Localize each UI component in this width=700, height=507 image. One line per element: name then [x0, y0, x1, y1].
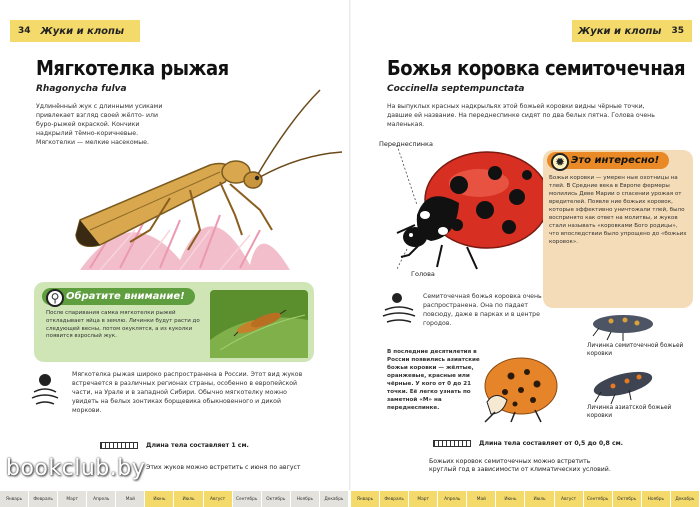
- asian-ladybird-illustration: [475, 352, 565, 424]
- right-month-9: Сентябрь: [584, 491, 613, 507]
- beetles-on-leaf-photo: [210, 290, 308, 358]
- range-icon: [30, 368, 60, 408]
- ladybird-intro: На выпуклых красных надкрыльях этой божьей коровки видны чёрные точки, давшие ей название. На переднеспинке сидят по два белых пятна. Голова очень маленькая.: [387, 103, 655, 128]
- left-month-2: Февраль: [29, 491, 58, 507]
- months-strip-right: [351, 491, 700, 507]
- length-text-right: Длина тела составляет от 0,5 до 0,8 см.: [479, 440, 624, 447]
- left-header: [10, 20, 140, 42]
- pronotum-label: Переднеспинка: [379, 140, 433, 148]
- right-section-title: Жуки и клопы: [578, 25, 662, 37]
- interesting-text: Божьи коровки — умерен ные охотницы на тлей. В Средние века в Европе фермеры молились Деве Марии о спасении урожая от вредителей. Появле ние божьих коровок, которые эффективно уничтожали тлей, было воспринято как ответ на молитвы, и жуков стали называть «коровками Бого родицы», что впоследствии было упрощено до «божьих коровок».: [549, 175, 687, 245]
- ladybird-illustration: [387, 145, 557, 275]
- left-month-7: Июль: [174, 491, 203, 507]
- invasive-text: В последние десятилетия в России появились азиатские божьи коровки — жёлтые, оранжевые, красные или чёрные. У кого от 0 до 21 точки. Её легко узнать по заметной «М» на переднеспинке.: [387, 349, 480, 411]
- notice-tag: [42, 288, 195, 305]
- left-month-9: Сентябрь: [233, 491, 262, 507]
- habitat-text: Семиточечная божья коровка очень распространена. Она по падает повсюду, даже в парках и в центре городов.: [423, 293, 542, 327]
- right-header: [572, 20, 692, 42]
- left-month-5: Май: [116, 491, 145, 507]
- right-page-number: 35: [671, 26, 684, 36]
- ladybird-title: Божья коровка семиточечная: [387, 56, 686, 80]
- right-month-2: Февраль: [380, 491, 409, 507]
- right-month-10: Октябрь: [613, 491, 642, 507]
- left-month-1: Январь: [0, 491, 29, 507]
- months-strip-left: [0, 491, 349, 507]
- soldier-beetle-title: Мягкотелка рыжая: [36, 56, 229, 80]
- larva-asian-illustration: [583, 364, 663, 408]
- left-page-number: 34: [18, 26, 31, 36]
- left-month-8: Август: [204, 491, 233, 507]
- soldier-beetle-intro: Удлинённый жук с длинными усиками привлекает взгляд своей жёлто- или буро-рыжей окраской. Кончики надкрылий тёмно-коричневые. Мягкотелки — мелкие насекомые.: [36, 103, 163, 146]
- notice-title: Обратите внимание!: [66, 291, 185, 302]
- larva-seven-spot-illustration: [583, 306, 663, 346]
- soldier-beetle-illustration: [60, 80, 345, 280]
- left-month-12: Декабрь: [320, 491, 349, 507]
- length-ruler-icon-right: [433, 440, 471, 447]
- season-text: Этих жуков можно встретить с июня по август: [146, 464, 301, 471]
- left-month-4: Апрель: [87, 491, 116, 507]
- lightbulb-icon: ✹: [551, 153, 569, 171]
- interesting-title: Это интересно!: [571, 155, 660, 166]
- length-text: Длина тела составляет 1 см.: [146, 442, 249, 449]
- watermark: bookclub.by: [6, 456, 146, 481]
- distribution-text: Мягкотелка рыжая широко распространена в России. Этот вид жуков встречается в различных регионах страны, особенно в европейской части, на Урале и в западной Сибири. Обычно мягкотелку можно увидеть на белых зонтиках борщевика обыкновенного и дикой моркови.: [72, 371, 303, 414]
- left-month-3: Март: [58, 491, 87, 507]
- right-month-3: Март: [409, 491, 438, 507]
- right-month-7: Июль: [525, 491, 554, 507]
- left-section-title: Жуки и клопы: [40, 25, 124, 37]
- right-month-6: Июнь: [496, 491, 525, 507]
- magnifier-icon: ⚲: [46, 289, 64, 307]
- habitat-icon: [381, 288, 417, 328]
- left-month-11: Ноябрь: [291, 491, 320, 507]
- left-month-6: Июнь: [145, 491, 174, 507]
- right-month-12: Декабрь: [671, 491, 700, 507]
- beetle-body: [76, 161, 262, 246]
- right-month-11: Ноябрь: [642, 491, 671, 507]
- larva-asian-label: Личинка азиатской божьей коровки: [587, 405, 672, 419]
- head-label: Голова: [411, 270, 435, 278]
- right-page: [351, 0, 700, 490]
- left-month-10: Октябрь: [262, 491, 291, 507]
- larva-seven-spot-label: Личинка семиточечной божьей коровки: [587, 343, 684, 357]
- left-page: [0, 0, 349, 490]
- right-month-1: Январь: [351, 491, 380, 507]
- ladybird-head: [403, 227, 427, 247]
- length-ruler-icon: [100, 442, 138, 449]
- right-month-5: Май: [467, 491, 496, 507]
- season-text-right: Божьих коровок семиточечных можно встретить круглый год в зависимости от климатических условий.: [429, 458, 611, 473]
- interesting-tag: [547, 152, 669, 169]
- beetle-antennae: [258, 90, 342, 177]
- right-month-4: Апрель: [438, 491, 467, 507]
- right-month-8: Август: [555, 491, 584, 507]
- notice-text: После спаривания самка мягкотелки рыжей откладывает яйца в землю. Личинки будут расти до следующей весны, потом окуклятся, а из куколки появится взрослый жук.: [46, 310, 200, 340]
- soldier-beetle-latin: Rhagonycha fulva: [36, 84, 127, 94]
- ladybird-latin: Coccinella septempunctata: [387, 84, 525, 94]
